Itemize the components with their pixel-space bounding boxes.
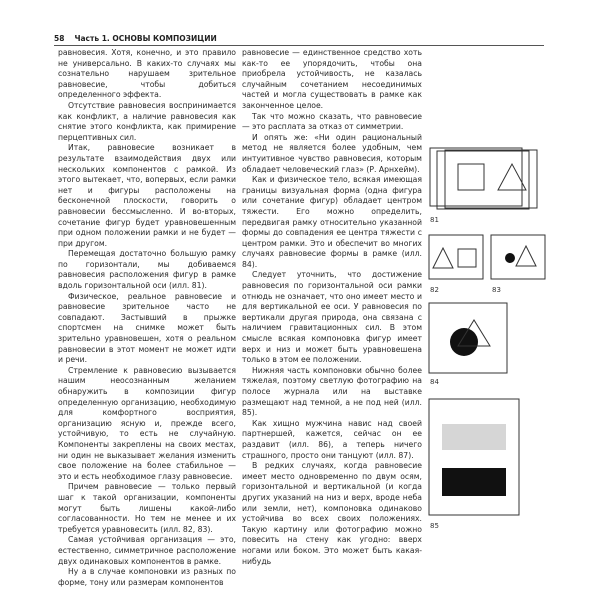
figure-82 (428, 234, 484, 280)
paragraph: Итак, равновесие возникает в результате взаимодействия двух или нескольких компонентов с рамкой. Из этого вытекает, что, вопервых, если рамки нет и фигуры расположены на бесконечной плоскости, говорить о равновесии бессмысленно. И во-вторых, сочетание фигур будет уравновешенным при одном положении рамки и не будет — при другом. (58, 143, 236, 248)
paragraph: равновесие — единственное средство хоть как-то ее упорядочить, чтобы она приобрела устойчивость, не казалась случайным сочетанием несоединимых частей и могла существовать в рамке как законченное целое. (242, 48, 422, 110)
page-number: 58 (54, 34, 65, 43)
figure-84-drawing (428, 302, 508, 374)
paragraph: Нижняя часть компоновки обычно более тяжелая, поэтому светлую фотографию на полосе журнала или на выставке размещают над темной, а не под ней (илл. 85). (242, 365, 422, 418)
paragraph: Самая устойчивая организация — это, естественно, симметричное расположение двух одинаковых компонентов в рамке. (58, 535, 236, 566)
paragraph: Ну а в случае компоновки из разных по форме, тону или размерам компонентов (58, 567, 236, 587)
figure-81-drawing (428, 146, 540, 212)
middle-text-column (242, 48, 422, 567)
paragraph: И опять же: «Ни один рациональный метод не является более удобным, чем интуитивное чувство равновесия, которым обладает человеческий глаз» (Р. Арнхейм). (242, 132, 422, 174)
figure-81 (428, 146, 540, 212)
section-title: Часть 1. ОСНОВЫ КОМПОЗИЦИИ (74, 34, 217, 43)
paragraph: Следует уточнить, что достижение равновесия по горизонтальной оси рамки отнюдь не означает, что оно имеет место и для вертикальной ее оси. У равновесия по вертикали другая природа, она связана с наличием гравитационных сил. В этом смысле всякая компоновка фигур имеет верх и низ и может быть уравновешена только в этом ее положении. (242, 270, 422, 365)
paragraph: Перемещая достаточно большую рамку по горизонтали, мы добиваемся равновесия расположения фигур в рамке вдоль горизонтальной оси (илл. 81). (58, 249, 236, 291)
figure-81-label: 81 (430, 216, 439, 224)
left-text-column (58, 48, 236, 588)
figure-85 (428, 398, 520, 516)
figure-82-label: 82 (430, 286, 439, 294)
paragraph: Стремление к равновесию вызывается нашим неосознанным желанием обнаружить в композиции фигур определенную организацию, необходимую для комфортного восприятия, организацию ясную и, прежде всего, устойчивую, то есть не случайную. Компоненты закреплены на своих местах, ни один не выказывает желания изменить свое положение на более стабильное — это и есть необходимое глазу равновесие. (58, 365, 236, 481)
figure-83 (490, 234, 546, 280)
figure-83-drawing (490, 234, 546, 280)
running-header (54, 34, 544, 46)
paragraph: Как и физическое тело, всякая имеющая границы визуальная форма (одна фигура или сочетание фигур) обладает центром тяжести. Его можно определить, передвигая рамку относительно указанной формы до совпадения ее центра тяжести с центром рамки. Это и обеспечит во многих случаях равновесие формы в рамке (илл. 84). (242, 175, 422, 269)
paragraph: Физическое, реальное равновесие и равновесие зрительное часто не совпадают. Застывший в прыжке спортсмен на снимке может быть зрительно уравновешен, хотя о реальном равновесии в этот момент не может идти и речи. (58, 291, 236, 365)
paragraph: Так что можно сказать, что равновесие — это расплата за отказ от симметрии. (242, 111, 422, 132)
figure-85-drawing (428, 398, 520, 516)
paragraph: Как хищно мужчина навис над своей партнершей, кажется, сейчас он ее раздавит (илл. 86), а теперь ничего страшного, просто они танцуют (илл. 87). (242, 418, 422, 460)
figure-85-label: 85 (430, 522, 439, 530)
paragraph: Отсутствие равновесия воспринимается как конфликт, а наличие равновесия как снятие этого конфликта, как примирение перцептивных сил. (58, 100, 236, 142)
figure-84 (428, 302, 508, 374)
paragraph: Причем равновесие — только первый шаг к такой организации, компоненты могут быть лишены какой-либо согласованности. Но тем не менее и их требуется уравновесить (илл. 82, 83). (58, 482, 236, 534)
paragraph: В редких случаях, когда равновесие имеет место одновременно по двум осям, горизонтальной и вертикальной (и когда других указаний на низ и верх, вроде неба или земли, нет), компоновка одинаково устойчива во всех своих положениях. Такую картину или фотографию можно повесить на стену как угодно: вверх ногами или боком. Это может быть какая-нибудь (242, 461, 422, 566)
paragraph: равновесия. Хотя, конечно, и это правило не универсально. В каких-то случаях мы сознательно нарушаем зрительное равновесие, чтобы добиться определенного эффекта. (58, 48, 236, 100)
figure-84-label: 84 (430, 378, 439, 386)
figure-82-drawing (428, 234, 484, 280)
figure-83-label: 83 (492, 286, 501, 294)
